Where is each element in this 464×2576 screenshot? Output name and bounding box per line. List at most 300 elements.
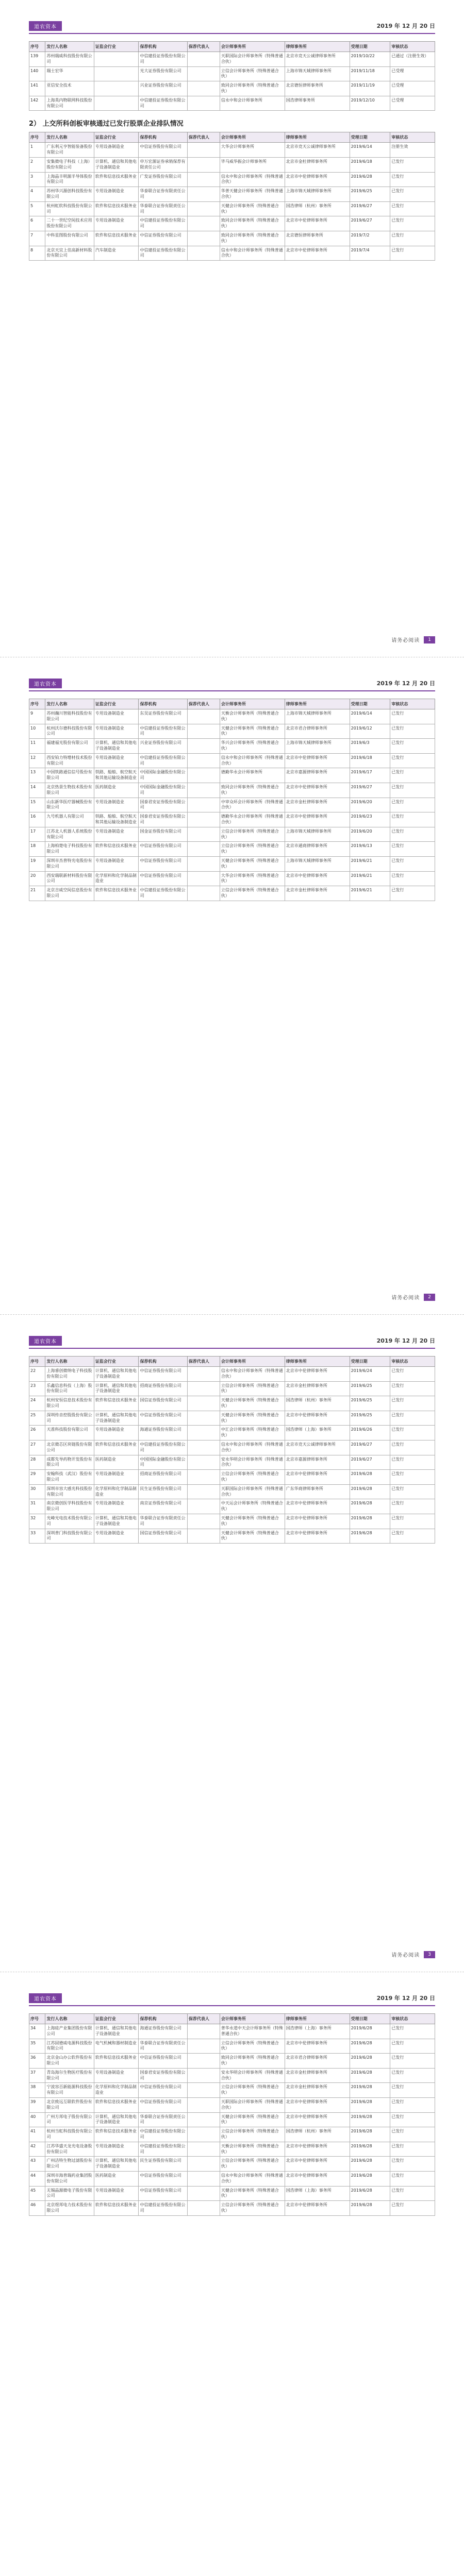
table-cell: 中信证券股份有限公司: [139, 2171, 187, 2186]
table-cell: [187, 827, 220, 842]
table-cell: 申万宏源证券承销保荐有限责任公司: [139, 157, 187, 172]
table-cell: 2019/6/28: [350, 2142, 390, 2157]
table-row: [29, 768, 435, 783]
table-row: [29, 871, 435, 886]
table-cell: 杭州沃尔德科技股份有限公司: [45, 724, 94, 739]
ipo-table: [29, 41, 435, 111]
table-row: [29, 216, 435, 231]
column-header: 保荐代表人: [187, 1357, 220, 1367]
table-cell: 2019/6/28: [350, 2097, 390, 2112]
table-cell: 北京市中伦律师事务所: [285, 783, 350, 798]
table-cell: [187, 724, 220, 739]
column-header: 序号: [29, 1357, 45, 1367]
table-cell: [187, 52, 220, 67]
column-header: 证监会行业: [94, 132, 139, 143]
table-cell: 9: [29, 709, 45, 724]
table-cell: 天准科技股份有限公司: [45, 1426, 94, 1440]
table-cell: 招商证券股份有限公司: [139, 1381, 187, 1396]
table-cell: 广州洁特生物过滤股份有限公司: [45, 2157, 94, 2172]
table-cell: 国泰君安证券股份有限公司: [139, 798, 187, 812]
table-cell: 6: [29, 216, 45, 231]
table-cell: 专用设备制造业: [94, 709, 139, 724]
table-cell: 软件和信息技术服务业: [94, 2127, 139, 2142]
table-cell: 上海市锦天城律师事务所: [285, 827, 350, 842]
table-row: [29, 1396, 435, 1411]
table-row: [29, 2127, 435, 2142]
table-cell: 国浩律师（上海）事务所: [285, 2186, 350, 2201]
table-cell: [187, 143, 220, 158]
column-header: 受理日期: [350, 132, 390, 143]
table-cell: [94, 52, 139, 67]
table-cell: 已发行: [390, 753, 435, 768]
table-cell: 上海睿创微纳电子科技股份有限公司: [45, 1367, 94, 1382]
table-cell: 中汇会计师事务所（特殊普通合伙）: [220, 1426, 285, 1440]
table-cell: 信永中和会计师事务所（特殊普通合伙）: [220, 172, 285, 187]
table-cell: 信永中和会计师事务所（特殊普通合伙）: [220, 2171, 285, 2186]
table-cell: [187, 2157, 220, 2172]
table-cell: 北京吉威空间信息股份有限公司: [45, 886, 94, 901]
table-cell: 2019/6/25: [350, 187, 390, 202]
table-cell: 已发行: [390, 2157, 435, 2172]
table-cell: 26: [29, 1426, 45, 1440]
table-cell: 41: [29, 2127, 45, 2142]
table-cell: 2019/6/27: [350, 1440, 390, 1455]
table-cell: 北京市中伦律师事务所: [285, 812, 350, 827]
table-row: [29, 709, 435, 724]
table-cell: 专用设备制造业: [94, 2142, 139, 2157]
table-cell: 2019/6/3: [350, 739, 390, 754]
table-cell: 16: [29, 812, 45, 827]
table-cell: 致同会计师事务所（特殊普通合伙）: [220, 216, 285, 231]
table-cell: [187, 1455, 220, 1470]
table-cell: 已发行: [390, 2024, 435, 2039]
table-cell: 中信建投证券股份有限公司: [139, 246, 187, 261]
column-header: 保荐机构: [139, 42, 187, 52]
table-cell: 2019/6/14: [350, 709, 390, 724]
table-cell: 2019/6/21: [350, 886, 390, 901]
table-row: [29, 2024, 435, 2039]
table-cell: 汽车制造业: [94, 246, 139, 261]
table-cell: 2019/7/4: [350, 246, 390, 261]
table-cell: [187, 157, 220, 172]
table-cell: 软件和信息技术服务业: [94, 2054, 139, 2069]
table-row: [29, 724, 435, 739]
table-cell: 已发行: [390, 157, 435, 172]
table-cell: 北京市君合律师事务所: [285, 2054, 350, 2069]
table-cell: 北京市中伦律师事务所: [285, 2097, 350, 2112]
table-cell: 33: [29, 1529, 45, 1544]
table-cell: 中国国际金融股份有限公司: [139, 1455, 187, 1470]
column-header: 受理日期: [350, 42, 390, 52]
table-cell: 青岛海尔生物医疗股份有限公司: [45, 2068, 94, 2083]
table-cell: 14: [29, 783, 45, 798]
table-cell: [187, 886, 220, 901]
table-cell: 国浩律师（上海）事务所: [285, 1426, 350, 1440]
table-cell: [187, 1499, 220, 1514]
table-cell: [187, 1529, 220, 1544]
table-cell: [187, 1484, 220, 1499]
table-body: [29, 1367, 435, 1544]
table-cell: 天衡会计师事务所（特殊普通合伙）: [220, 2142, 285, 2157]
table-cell: 计算机、通信和其他电子设备制造业: [94, 2024, 139, 2039]
column-header: 律师事务所: [285, 1357, 350, 1367]
table-cell: 北京德恒律师事务所: [285, 81, 350, 96]
table-cell: 北京市中伦律师事务所: [285, 1529, 350, 1544]
table-cell: 29: [29, 1470, 45, 1485]
table-cell: 国信证券股份有限公司: [139, 1396, 187, 1411]
table-cell: 上海市锦天城律师事务所: [285, 709, 350, 724]
table-cell: 苏州瀚川智能科技股份有限公司: [45, 709, 94, 724]
table-cell: 天职国际会计师事务所（特殊普通合伙）: [220, 52, 285, 67]
table-cell: [187, 2097, 220, 2112]
table-cell: [187, 216, 220, 231]
column-header: 受理日期: [350, 1357, 390, 1367]
table-cell: 天健会计师事务所（特殊普通合伙）: [220, 856, 285, 871]
column-header: 会计师事务所: [220, 2014, 285, 2024]
table-cell: 德勤华永会计师事务所（特殊普通合伙）: [220, 812, 285, 827]
table-cell: 7: [29, 231, 45, 246]
table-cell: 2019/6/28: [350, 1529, 390, 1544]
header-row: [29, 1357, 435, 1367]
page: [0, 0, 464, 657]
table-cell: 兴业证券股份有限公司: [139, 739, 187, 754]
table-cell: 2019/6/12: [350, 724, 390, 739]
table-cell: 中信建投证券股份有限公司: [139, 52, 187, 67]
table-cell: 天职国际会计师事务所（特殊普通合伙）: [220, 2097, 285, 2112]
table-cell: 专用设备制造业: [94, 187, 139, 202]
table-cell: 30: [29, 1484, 45, 1499]
table-cell: 中信证券股份有限公司: [139, 2186, 187, 2201]
page-header: [29, 21, 435, 34]
table-cell: 中信建投证券股份有限公司: [139, 2142, 187, 2157]
table-cell: 2019/6/20: [350, 798, 390, 812]
column-header: 序号: [29, 699, 45, 709]
table-cell: 2019/6/28: [350, 2068, 390, 2083]
table-cell: 注册生效: [390, 143, 435, 158]
table-cell: 国金证券股份有限公司: [139, 827, 187, 842]
table-cell: 国浩律师（杭州）事务所: [285, 201, 350, 216]
table-cell: 专用设备制造业: [94, 827, 139, 842]
table-cell: 江苏固德威电源科技股份有限公司: [45, 2039, 94, 2054]
table-cell: 光峰光电技术股份有限公司: [45, 1514, 94, 1529]
table-cell: 2019/6/25: [350, 1411, 390, 1426]
table-row: [29, 1381, 435, 1396]
table-cell: 中信建投证券股份有限公司: [139, 886, 187, 901]
table-row: [29, 2083, 435, 2098]
table-row: [29, 1426, 435, 1440]
table-cell: 2019/6/28: [350, 1514, 390, 1529]
table-cell: 北京金山办公软件股份有限公司: [45, 2054, 94, 2069]
table-cell: 已发行: [390, 1514, 435, 1529]
table-cell: 专用设备制造业: [94, 1529, 139, 1544]
table-cell: 已发行: [390, 1367, 435, 1382]
table-cell: 已发行: [390, 1455, 435, 1470]
table-row: [29, 886, 435, 901]
brand-badge: 道农资本: [29, 21, 62, 31]
table-cell: 九号机器人有限公司: [45, 812, 94, 827]
table-cell: 华兴会计师事务所（特殊普通合伙）: [220, 739, 285, 754]
table-cell: 2: [29, 157, 45, 172]
report-date: 2019 年 12 月 20 日: [376, 1337, 435, 1344]
table-cell: 46: [29, 2201, 45, 2216]
table-cell: 致同会计师事务所（特殊普通合伙）: [220, 231, 285, 246]
table-cell: 31: [29, 1499, 45, 1514]
table-row: [29, 2097, 435, 2112]
table-cell: 杭州安恒信息技术股份有限公司: [45, 1396, 94, 1411]
table-cell: 北京致远互联软件股份有限公司: [45, 2097, 94, 2112]
table-cell: 深圳普门科技股份有限公司: [45, 1529, 94, 1544]
table-cell: 铁路、船舶、航空航天和其他运输设备制造业: [94, 812, 139, 827]
table-row: [29, 201, 435, 216]
table-cell: 2019/11/19: [350, 81, 390, 96]
table-cell: 专用设备制造业: [94, 1499, 139, 1514]
table-cell: [187, 2201, 220, 2216]
table-cell: 已发行: [390, 871, 435, 886]
table-cell: 大华会计师事务所: [220, 143, 285, 158]
table-cell: 2019/6/28: [350, 2039, 390, 2054]
table-cell: 计算机、通信和其他电子设备制造业: [94, 2157, 139, 2172]
table-cell: 山东新华医疗器械股份有限公司: [45, 798, 94, 812]
spacer: [29, 2006, 435, 2013]
table-cell: 北京市中伦律师事务所: [285, 172, 350, 187]
table-cell: 18: [29, 842, 45, 857]
table-cell: [187, 2142, 220, 2157]
table-cell: 2019/6/28: [350, 2083, 390, 2098]
table-cell: 2019/6/27: [350, 783, 390, 798]
table-cell: 专用设备制造业: [94, 143, 139, 158]
table-cell: 21: [29, 886, 45, 901]
table-cell: 立信会计师事务所（特殊普通合伙）: [220, 2201, 285, 2216]
page: [0, 657, 464, 1315]
table-cell: 兴业证券股份有限公司: [139, 81, 187, 96]
table-cell: 专用设备制造业: [94, 856, 139, 871]
table-cell: 南京微创医学科技股份有限公司: [45, 1499, 94, 1514]
table-cell: 专用设备制造业: [94, 216, 139, 231]
table-cell: 中信证券股份有限公司: [139, 231, 187, 246]
header-brand: [29, 679, 62, 688]
ipo-table: [29, 2013, 435, 2216]
table-cell: 已发行: [390, 1396, 435, 1411]
table-cell: 已发行: [390, 724, 435, 739]
table-cell: 2019/6/28: [350, 1484, 390, 1499]
table-cell: 2019/6/28: [350, 2201, 390, 2216]
table-cell: 已发行: [390, 2201, 435, 2216]
table-cell: 中信建投证券股份有限公司: [139, 1440, 187, 1455]
spacer: [29, 691, 435, 699]
table-cell: 15: [29, 798, 45, 812]
table-cell: 深圳市海普瑞药业集团股份有限公司: [45, 2171, 94, 2186]
table-cell: 北京市金杜律师事务所: [285, 2083, 350, 2098]
table-cell: 2019/6/28: [350, 172, 390, 187]
column-header: 保荐代表人: [187, 132, 220, 143]
table-cell: 24: [29, 1396, 45, 1411]
table-cell: [187, 753, 220, 768]
table-cell: 上海市锦天城律师事务所: [285, 856, 350, 871]
table-cell: 化学原料和化学制品制造业: [94, 1484, 139, 1499]
table-cell: 2019/6/28: [350, 2171, 390, 2186]
table-cell: 17: [29, 827, 45, 842]
table-cell: 华泰联合证券有限责任公司: [139, 201, 187, 216]
table-cell: [94, 66, 139, 81]
footer-label: 请务必阅读: [391, 1953, 420, 1958]
table-cell: 已受理: [390, 81, 435, 96]
table-cell: 中审众环会计师事务所（特殊普通合伙）: [220, 798, 285, 812]
column-header: 保荐代表人: [187, 699, 220, 709]
table-cell: 已发行: [390, 187, 435, 202]
table-cell: 信永中和会计师事务所（特殊普通合伙）: [220, 246, 285, 261]
column-header: 证监会行业: [94, 1357, 139, 1367]
ipo-table: [29, 132, 435, 261]
table-cell: 中信建投证券股份有限公司: [139, 216, 187, 231]
table-cell: 福建福光股份有限公司: [45, 739, 94, 754]
table-cell: 上海市锦天城律师事务所: [285, 66, 350, 81]
table-cell: 36: [29, 2054, 45, 2069]
table-cell: [187, 1426, 220, 1440]
table-row: [29, 66, 435, 81]
table-row: [29, 231, 435, 246]
brand-badge: 道农资本: [29, 1993, 62, 2003]
table-cell: 信永中和会计师事务所（特殊普通合伙）: [220, 1367, 285, 1382]
table-cell: 已发行: [390, 2083, 435, 2098]
table-cell: 铁路、船舶、航空航天和其他运输设备制造业: [94, 768, 139, 783]
table-cell: 苏州华兴源创科技股份有限公司: [45, 187, 94, 202]
table-cell: 天衡会计师事务所（特殊普通合伙）: [220, 709, 285, 724]
table-cell: 北京市中伦律师事务所: [285, 2142, 350, 2157]
table-cell: 中信证券股份有限公司: [139, 2083, 187, 2098]
spacer: [29, 1349, 435, 1356]
table-cell: 国浩律师（杭州）事务所: [285, 1396, 350, 1411]
table-cell: 已发行: [390, 1529, 435, 1544]
table-cell: 上海柏楚电子科技股份有限公司: [45, 842, 94, 857]
table-cell: 中信建投证券股份有限公司: [139, 2127, 187, 2142]
table-cell: 软件和信息技术服务业: [94, 842, 139, 857]
table-cell: 上海市锦天城律师事务所: [285, 739, 350, 754]
table-row: [29, 1529, 435, 1544]
table-cell: 国浩律师（上海）事务所: [285, 2024, 350, 2039]
table-row: [29, 1411, 435, 1426]
table-cell: [187, 1381, 220, 1396]
table-cell: 已发行: [390, 2186, 435, 2201]
table-cell: 中信建投证券股份有限公司: [139, 96, 187, 111]
table-cell: 天健会计师事务所（特殊普通合伙）: [220, 1529, 285, 1544]
table-cell: 北京市中伦律师事务所: [285, 1470, 350, 1485]
page: [0, 1972, 464, 2576]
table-row: [29, 739, 435, 754]
table-cell: 致同会计师事务所（特殊普通合伙）: [220, 2054, 285, 2069]
table-cell: 32: [29, 1514, 45, 1529]
table-cell: 广发证券股份有限公司: [139, 172, 187, 187]
table-cell: 140: [29, 66, 45, 81]
table-cell: 已发行: [390, 739, 435, 754]
table-cell: 华泰联合证券有限责任公司: [139, 187, 187, 202]
table-cell: 5: [29, 201, 45, 216]
table-cell: 天健会计师事务所（特殊普通合伙）: [220, 724, 285, 739]
column-header: 发行人名称: [45, 699, 94, 709]
table-cell: [187, 1514, 220, 1529]
table-cell: [187, 2186, 220, 2201]
table-row: [29, 842, 435, 857]
table-cell: 天健会计师事务所（特殊普通合伙）: [220, 1411, 285, 1426]
table-row: [29, 798, 435, 812]
table-cell: [187, 1440, 220, 1455]
table-cell: [187, 842, 220, 857]
table-cell: 天职国际会计师事务所（特殊普通合伙）: [220, 1484, 285, 1499]
table-cell: 2019/6/28: [350, 2157, 390, 2172]
table-cell: 3: [29, 172, 45, 187]
table-row: [29, 2054, 435, 2069]
table-cell: 计算机、通信和其他电子设备制造业: [94, 1514, 139, 1529]
table-cell: 软件和信息技术服务业: [94, 231, 139, 246]
table-cell: [187, 783, 220, 798]
table-cell: 45: [29, 2186, 45, 2201]
table-cell: 2019/6/21: [350, 871, 390, 886]
table-cell: 22: [29, 1367, 45, 1382]
table-cell: 已发行: [390, 1484, 435, 1499]
table-cell: 苏州瑞威科技股份有限公司: [45, 52, 94, 67]
table-cell: 北京市中伦律师事务所: [285, 1514, 350, 1529]
table-cell: [187, 2024, 220, 2039]
table-cell: 43: [29, 2157, 45, 2172]
section-title: 2） 上交所科创板审核通过已发行股票企业排队情况: [29, 120, 184, 128]
table-cell: 立信会计师事务所（特殊普通合伙）: [220, 2157, 285, 2172]
table-cell: 2019/6/23: [350, 812, 390, 827]
table-row: [29, 1499, 435, 1514]
table-cell: 天健会计师事务所（特殊普通合伙）: [220, 201, 285, 216]
header-brand: [29, 1993, 62, 2003]
table-cell: 已发行: [390, 2171, 435, 2186]
table-cell: 13: [29, 768, 45, 783]
column-header: 保荐代表人: [187, 42, 220, 52]
table-cell: [187, 812, 220, 827]
table-cell: 中天运会计师事务所（特殊普通合伙）: [220, 1499, 285, 1514]
table-cell: 专用设备制造业: [94, 753, 139, 768]
table-cell: 北京热景生物技术股份有限公司: [45, 783, 94, 798]
table-cell: 北京煜邦电力技术股份有限公司: [45, 2201, 94, 2216]
table-cell: 成都先导药物开发股份有限公司: [45, 1455, 94, 1470]
table-cell: 中信证券股份有限公司: [139, 2097, 187, 2112]
table-cell: 民生证券股份有限公司: [139, 2157, 187, 2172]
table-cell: 23: [29, 1381, 45, 1396]
header-row: [29, 42, 435, 52]
table-cell: 北京市中伦律师事务所: [285, 2157, 350, 2172]
table-cell: 已发行: [390, 216, 435, 231]
table-cell: 海通证券股份有限公司: [139, 2024, 187, 2039]
column-header: 审核状态: [390, 2014, 435, 2024]
column-header: 审核状态: [390, 1357, 435, 1367]
table-cell: 北京市中伦律师事务所: [285, 246, 350, 261]
table-cell: 信永中和会计师事务所（特殊普通合伙）: [220, 753, 285, 768]
table-cell: 软件和信息技术服务业: [94, 2201, 139, 2216]
table-cell: 北京微芯区块链股份有限公司: [45, 1440, 94, 1455]
column-header: 受理日期: [350, 2014, 390, 2024]
table-cell: 已发行: [390, 231, 435, 246]
brand-badge: 道农资本: [29, 1336, 62, 1346]
table-cell: [187, 96, 220, 111]
header-row: [29, 699, 435, 709]
table-cell: 2019/6/18: [350, 753, 390, 768]
table-cell: 141: [29, 81, 45, 96]
table-cell: 北京市金杜律师事务所: [285, 157, 350, 172]
table-cell: 已发行: [390, 2097, 435, 2112]
table-cell: 37: [29, 2068, 45, 2083]
table-cell: 专用设备制造业: [94, 1426, 139, 1440]
table-cell: 国信证券股份有限公司: [139, 1529, 187, 1544]
table-cell: 安永华明会计师事务所（特殊普通合伙）: [220, 1455, 285, 1470]
table-cell: 北京市中伦律师事务所: [285, 2201, 350, 2216]
ipo-table: [29, 699, 435, 901]
table-cell: 2019/10/22: [350, 52, 390, 67]
table-cell: 2019/6/28: [350, 2127, 390, 2142]
